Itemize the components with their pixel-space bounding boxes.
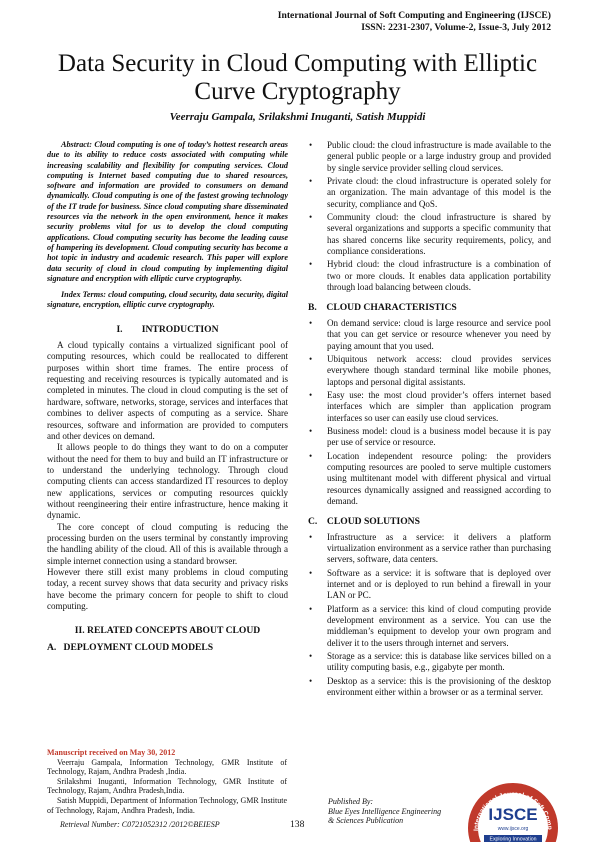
bullet-icon: • <box>309 176 313 187</box>
list-item: • Desktop as a service: this is the provisioning of the desktop environment either within a browser or as a terminal server. <box>309 675 551 698</box>
logo-url: www.ijsce.org <box>497 826 529 832</box>
logo-tagline: Exploring Innovation <box>489 836 537 842</box>
subsection-solutions-heading: C. CLOUD SOLUTIONS <box>308 516 420 528</box>
manuscript-received: Manuscript received on May 30, 2012 <box>47 748 176 757</box>
right-column <box>308 140 551 700</box>
author-affiliation-1: Veerraju Gampala, Information Technology, GMR Institute of Technology, Rajam, Andhra Pradesh ,India. <box>47 757 287 777</box>
retrieval-number: Retrieval Number: C0721052312 /2012©BEIESP <box>60 820 220 829</box>
bullet-icon: • <box>309 140 313 150</box>
abstract: Abstract: Cloud computing is one of today’s hottest research areas due to its ability to reduce costs associated with computing while increasing scalability and flexibility for computing services. Cloud computing is Internet based computing due to shared resources, software and information are provided to consumers on demand dynamically. Cloud computing is one of the fastest growing technology of the IT trade for business. Since cloud computing share disseminated resources via the network in the open environment, hence it makes security problems vital for us to develop the cloud computing applications. Cloud computing security has become the leading cause of hampering its development. Cloud computing security has become a hot topic in industry and academic research. This paper will explore data security of cloud in cloud computing by implementing digital signature and encryption with elliptic curve cryptography. <box>47 140 288 283</box>
list-item: • Storage as a service: this is database like services billed on a utility computing basis, e.g., gigabyte per month. <box>309 651 551 673</box>
bullet-icon: • <box>309 450 313 461</box>
page-number: 138 <box>290 819 305 830</box>
section-related-heading: II. RELATED CONCEPTS ABOUT CLOUD <box>74 625 261 637</box>
logo-text: IJSCE <box>488 805 538 824</box>
section-introduction-heading: I. INTRODUCTION <box>116 323 219 335</box>
bullet-icon: • <box>309 317 313 328</box>
bullet-icon: • <box>309 353 313 364</box>
bullet-icon: • <box>309 567 313 578</box>
bullet-icon: • <box>309 675 313 686</box>
footnote <box>47 748 287 815</box>
paper-title: Data Security in Cloud Computing with Elliptic Curve Cryptography <box>57 50 538 105</box>
bullet-icon: • <box>309 259 313 270</box>
solutions-list <box>308 532 551 699</box>
list-item: • Community cloud: the cloud infrastructure is shared by several organizations and supports a specific community that has shared concerns like security requirements, policy, and compliance considerations. <box>309 212 551 257</box>
deployment-models-list <box>308 140 551 293</box>
list-item: • Hybrid cloud: the cloud infrastructure is a combination of two or more clouds. It enables data application portability through load balancing between clouds. <box>309 259 551 293</box>
ijsce-logo <box>458 776 568 842</box>
intro-paragraph-1: A cloud typically contains a virtualized significant pool of computing resources, which could be reallocated to different purposes within short time frames. The entire process of requesting and receiving resources is typically automated and is completed in minutes. The cloud in cloud computing is the set of hardware, software, networks, storage, services and interfaces that combines to deliver aspects of computing as a service. Share resources, software and information are provided to computers and other devices on demand. <box>47 340 288 441</box>
ijsce-logo-icon <box>458 776 568 842</box>
intro-paragraph-3: The core concept of cloud computing is reducing the processing burden on the users terminal by constantly improving the handling ability of the cloud. All of this is available through a simple internet connection using a standard browser. <box>47 521 288 566</box>
bullet-icon: • <box>309 389 313 400</box>
list-item: • Easy use: the most cloud provider’s offers internet based interfaces which are simpler than application program interfaces so user can easily use cloud services. <box>309 389 551 423</box>
bullet-icon: • <box>309 212 313 223</box>
svg-text:International Journal of Soft: International Journal of Soft Comp <box>472 790 554 832</box>
author-affiliation-2: Srilakshmi Inuganti, Information Technology, GMR Institute of Technology, Rajam, Andhra Pradesh,India. <box>47 776 287 796</box>
list-item: • Platform as a service: this kind of cloud computing provide development environment as a service. You can use the middleman’s equipment to develop your own program and deliver it to the users through internet and servers. <box>309 603 551 648</box>
list-item: • Business model: cloud is a business model because it is pay per use of service or resource. <box>309 425 551 448</box>
list-item: • Public cloud: the cloud infrastructure is made available to the general public people or a large industry group and provided by single service provider selling cloud services. <box>309 140 551 173</box>
journal-header <box>278 10 551 34</box>
author-affiliation-3: Satish Muppidi, Department of Information Technology, GMR Institute of Technology, Rajam, Andhra Pradesh, India. <box>47 795 287 815</box>
list-item: • On demand service: cloud is large resource and service pool that you can get service or resource whenever you need by paying amount that you used. <box>309 317 551 351</box>
index-terms: Index Terms: cloud computing, cloud security, data security, digital signature, encryption, elliptic curve cryptography. <box>47 290 288 310</box>
bullet-icon: • <box>309 425 313 436</box>
list-item: • Location independent resource poling: the providers computing resources are pooled to serve multiple customers using multitenant model with different physical and virtual resources dynamically assigned and reassigned according to demand. <box>309 450 551 506</box>
bullet-icon: • <box>309 531 313 542</box>
intro-paragraph-4: However there still exist many problems in cloud computing today, a recent survey shows that data security and privacy risks have become the primary concern for people to shift to cloud computing. <box>47 566 288 611</box>
publisher-info: Published By: Blue Eyes Intelligence Engineering & Sciences Publication <box>328 797 442 825</box>
intro-paragraph-2: It allows people to do things they want to do on a computer without the need for them to buy and build an IT infrastructure or to understand the underlying technology. Through cloud computing clients can access standardized IT resources to deploy new applications, services or computing resources quickly without reengineering their entire infrastructure, hence making it dynamic. <box>47 442 288 521</box>
list-item: • Infrastructure as a service: it delivers a platform virtualization environment as a service rather than purchasing servers, software, data centers. <box>309 531 551 565</box>
bullet-icon: • <box>309 603 313 614</box>
left-column <box>47 140 288 657</box>
journal-issn: ISSN: 2231-2307, Volume-2, Issue-3, July 2012 <box>361 22 551 33</box>
journal-name: International Journal of Soft Computing and Engineering (IJSCE) <box>277 10 551 21</box>
list-item: • Software as a service: it is software that is deployed over internet and or is deployed to run behind a firewall in your LAN or PC. <box>309 567 551 601</box>
characteristics-list <box>308 318 551 508</box>
list-item: • Private cloud: the cloud infrastructure is operated solely for an organization. The main advantage of this model is the security, compliance and QoS. <box>309 176 551 209</box>
list-item: • Ubiquitous network access: cloud provides services everywhere though standard terminal like mobile phones, laptops and personal digital assistants. <box>309 353 551 387</box>
subsection-characteristics-heading: B. CLOUD CHARACTERISTICS <box>308 302 457 314</box>
paper-authors: Veerraju Gampala, Srilakshmi Inuganti, Satish Muppidi <box>169 111 426 123</box>
bullet-icon: • <box>309 651 313 662</box>
subsection-deployment-heading: A. DEPLOYMENT CLOUD MODELS <box>47 641 214 653</box>
